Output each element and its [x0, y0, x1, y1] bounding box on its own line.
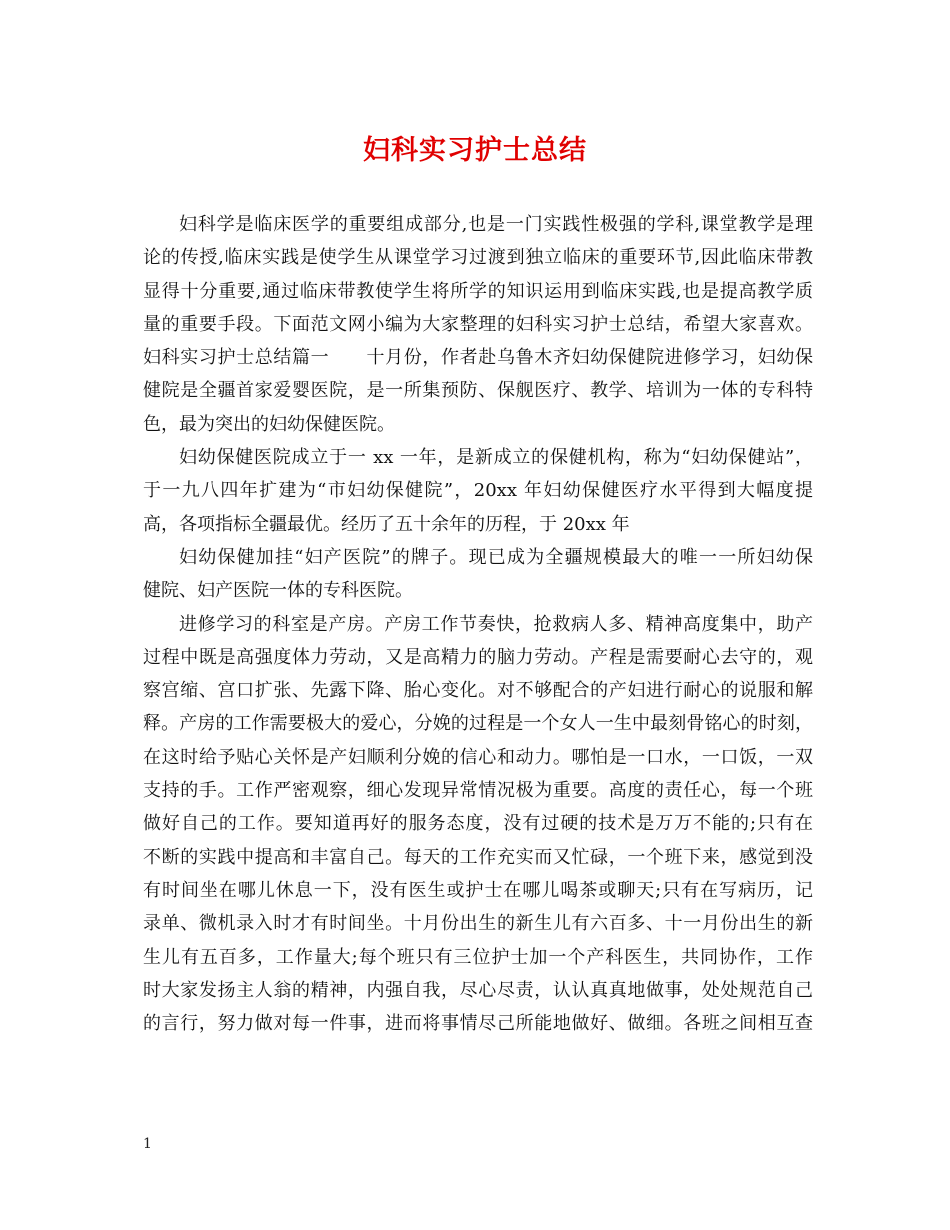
paragraph-line: 进修学习的科室是产房。产房工作节奏快，抢救病人多、精神高度集中，助产 [179, 613, 813, 635]
paragraph-line: 在这时给予贴心关怀是产妇顺利分娩的信心和动力。哪怕是一口水，一口饭，一双 [143, 746, 813, 768]
paragraph-line: 录单、微机录入时才有时间坐。十月份出生的新生儿有六百多、十一月份出生的新 [143, 913, 813, 935]
paragraph-line: 色，最为突出的妇幼保健医院。 [143, 413, 395, 435]
paragraph-line: 支持的手。工作严密观察，细心发现异常情况极为重要。高度的责任心，每一个班 [143, 780, 813, 802]
document-body [143, 208, 813, 1040]
paragraph-line: 时大家发扬主人翁的精神，内强自我，尽心尽责，认认真真地做事，处处规范自己 [143, 979, 813, 1001]
paragraph-line: 妇幼保健医院成立于一 xx 一年，是新成立的保健机构，称为“妇幼保健站”， [179, 447, 813, 469]
paragraph-line: 生儿有五百多，工作量大;每个班只有三位护士加一个产科医生，共同协作，工作 [143, 946, 813, 968]
paragraph-line: 妇科学是临床医学的重要组成部分,也是一门实践性极强的学科,课堂教学是理 [179, 214, 813, 235]
paragraph-line: 于一九八四年扩建为“市妇幼保健院”，20xx 年妇幼保健医疗水平得到大幅度提 [143, 480, 813, 502]
paragraph-line: 有时间坐在哪儿休息一下，没有医生或护士在哪儿喝茶或聊天;只有在写病历，记 [143, 879, 813, 901]
paragraph-line: 释。产房的工作需要极大的爱心，分娩的过程是一个女人一生中最刻骨铭心的时刻， [143, 713, 813, 735]
paragraph-line: 健院是全疆首家爱婴医院，是一所集预防、保舰医疗、教学、培训为一体的专科特 [143, 380, 813, 402]
paragraph-line: 显得十分重要,通过临床带教使学生将所学的知识运用到临床实践,也是提高教学质 [143, 280, 813, 302]
paragraph-line: 量的重要手段。下面范文网小编为大家整理的妇科实习护士总结，希望大家喜欢。 [143, 313, 813, 335]
paragraph-line: 的言行，努力做对每一件事，进而将事情尽己所能地做好、做细。各班之间相互查 [143, 1013, 813, 1035]
paragraph-line: 妇幼保健加挂“妇产医院”的牌子。现已成为全疆规模最大的唯一一所妇幼保 [179, 546, 813, 568]
paragraph-line: 妇科实习护士总结篇一 十月份，作者赴乌鲁木齐妇幼保健院进修学习，妇幼保 [143, 347, 813, 369]
paragraph-line: 健院、妇产医院一体的专科医院。 [143, 580, 413, 602]
paragraph-line: 论的传授,临床实践是使学生从课堂学习过渡到独立临床的重要环节,因此临床带教 [143, 247, 813, 269]
paragraph-line: 做好自己的工作。要知道再好的服务态度，没有过硬的技术是万万不能的;只有在 [143, 813, 813, 835]
paragraph-line: 察宫缩、宫口扩张、先露下降、胎心变化。对不够配合的产妇进行耐心的说服和解 [143, 680, 813, 702]
paragraph-line: 高，各项指标全疆最优。经历了五十余年的历程，于 20xx 年 [143, 513, 630, 535]
document-title: 妇科实习护士总结 [363, 135, 587, 166]
page-number: 1 [143, 1136, 152, 1152]
paragraph-line: 不断的实践中提高和丰富自己。每天的工作充实而又忙碌，一个班下来，感觉到没 [143, 846, 813, 868]
paragraph-line: 过程中既是高强度体力劳动，又是高精力的脑力劳动。产程是需要耐心去守的，观 [143, 646, 813, 668]
